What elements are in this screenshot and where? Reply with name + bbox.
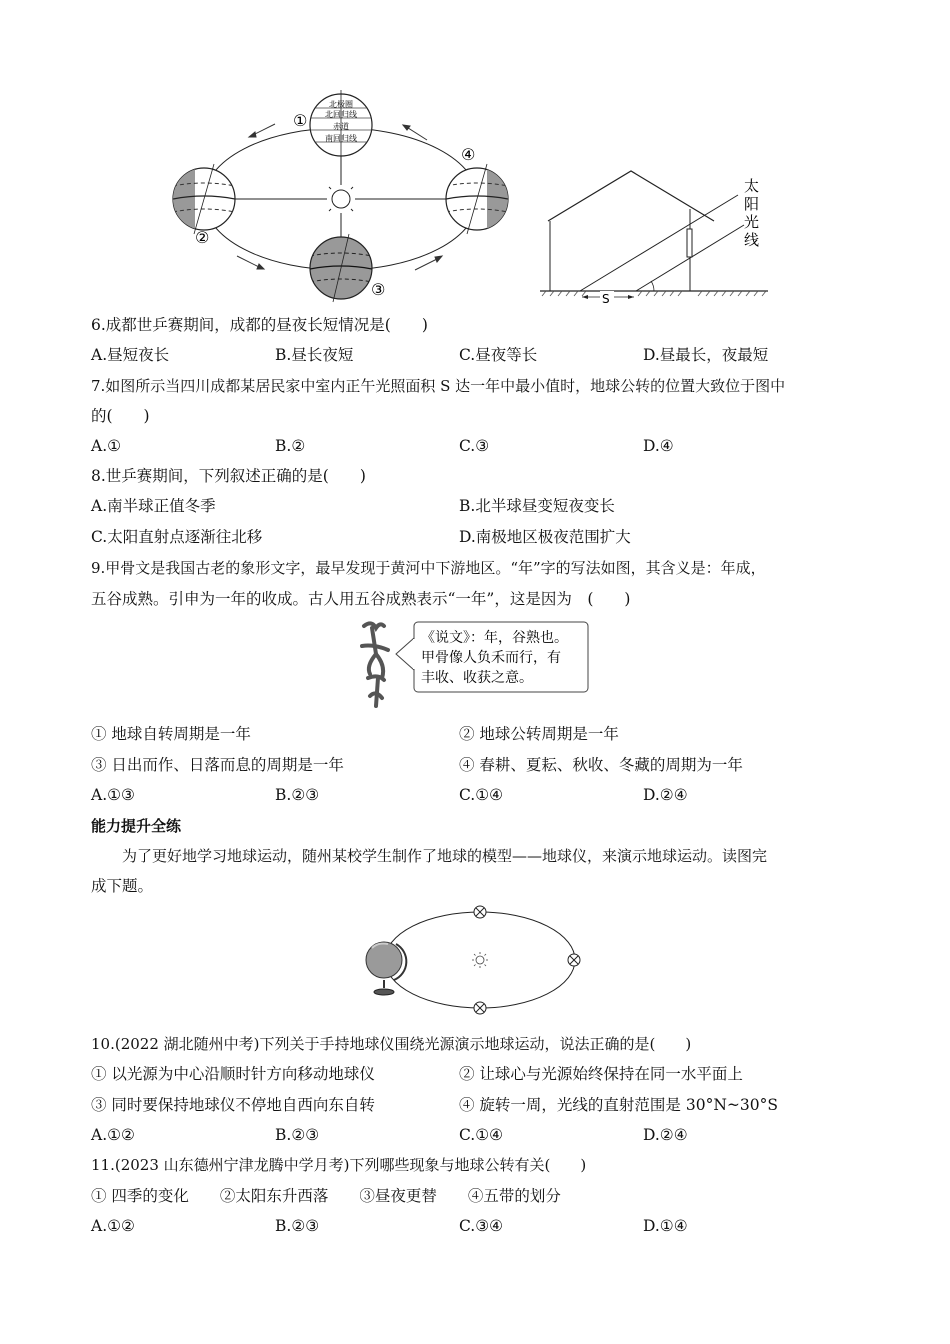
- sunlight-label-1: 太: [744, 177, 760, 195]
- q9-item-2: ② 地球公转周期是一年: [459, 725, 619, 743]
- q6-option-a: A.昼短夜长: [91, 346, 170, 364]
- q9-item-1: ① 地球自转周期是一年: [91, 725, 251, 743]
- q8-option-b: B.北半球昼变短夜变长: [459, 497, 615, 515]
- globe-position-3: [310, 234, 372, 302]
- q9-item-4: ④ 春耕、夏耘、秋收、冬藏的周期为一年: [459, 756, 743, 774]
- quote-line-1: 《说文》：年，谷熟也。: [421, 630, 568, 646]
- globe-label-tropic-capricorn: 南回归线: [325, 134, 357, 143]
- orbit-label-3: ③: [371, 280, 386, 299]
- q9-option-b: B.②③: [275, 786, 320, 804]
- q8-option-c: C.太阳直射点逐渐往北移: [91, 528, 263, 546]
- q9-stem-line2: 五谷成熟。引申为一年的收成。古人用五谷成熟表示“一年”，这是因为 ( ): [91, 590, 631, 608]
- globe-label-equator: 赤道: [333, 122, 349, 131]
- q9-item-3: ③ 日出而作、日落而息的周期是一年: [91, 756, 344, 774]
- q7-option-b: B.②: [275, 437, 306, 455]
- q8-stem: 8.世乒赛期间，下列叙述正确的是( ): [91, 467, 366, 485]
- q8-option-d: D.南极地区极夜范围扩大: [459, 528, 631, 546]
- globe-position-1: [310, 90, 372, 160]
- q6-option-b: B.昼长夜短: [275, 346, 354, 364]
- section-intro-line2: 成下题。: [91, 877, 154, 895]
- q10-option-d: D.②④: [643, 1126, 688, 1144]
- q10-stem: 10.(2022 湖北随州中考)下列关于手持地球仪围绕光源演示地球运动，说法正确的是( ): [91, 1035, 692, 1053]
- oracle-bone-nian-figure: [352, 618, 592, 714]
- globe-marker-bottom: [474, 1002, 486, 1014]
- orbit-label-2: ②: [195, 228, 210, 247]
- globe-label-arctic: 北极圈: [329, 100, 353, 109]
- sunlight-label-3: 光: [744, 213, 760, 231]
- q8-option-a: A.南半球正值冬季: [91, 497, 216, 515]
- q6-stem: 6.成都世乒赛期间，成都的昼夜长短情况是( ): [91, 316, 428, 334]
- q10-option-a: A.①②: [91, 1126, 135, 1144]
- q7-stem-line2: 的( ): [91, 407, 150, 425]
- q9-option-a: A.①③: [91, 786, 135, 804]
- q7-option-a: A.①: [91, 437, 122, 455]
- sunlight-label-4: 线: [744, 231, 760, 249]
- globe-marker-right: [568, 954, 580, 966]
- q7-stem-line1: 7.如图所示当四川成都某居民家中室内正午光照面积 S 达一年中最小值时，地球公转的位置大致位于图中: [91, 377, 786, 395]
- q10-option-c: C.①④: [459, 1126, 504, 1144]
- sunlight-label-2: 阳: [744, 195, 760, 213]
- orbit-diagram: [165, 88, 525, 310]
- oracle-nian-glyph: [362, 623, 388, 706]
- globe-position-4: [446, 164, 509, 234]
- q10-item-4: ④ 旋转一周，光线的直射范围是 30°N~30°S: [459, 1096, 778, 1114]
- q6-option-d: D.昼最长，夜最短: [643, 346, 769, 364]
- q10-item-3: ③ 同时要保持地球仪不停地自西向东自转: [91, 1096, 375, 1114]
- section-title: 能力提升全练: [91, 817, 182, 835]
- q10-item-1: ① 以光源为中心沿顺时针方向移动地球仪: [91, 1065, 375, 1083]
- q10-item-2: ② 让球心与光源始终保持在同一水平面上: [459, 1065, 743, 1083]
- q11-option-d: D.①④: [643, 1217, 688, 1235]
- q11-items: ① 四季的变化 ②太阳东升西落 ③昼夜更替 ④五带的划分: [91, 1187, 561, 1205]
- area-s-label: S: [602, 292, 610, 306]
- quote-line-3: 丰收、收获之意。: [421, 670, 533, 686]
- q9-option-c: C.①④: [459, 786, 504, 804]
- globe-model-orbit-diagram: [360, 902, 590, 1026]
- q9-stem-line1: 9.甲骨文是我国古老的象形文字，最早发现于黄河中下游地区。“年”字的写法如图，其含义是：年成，: [91, 559, 766, 577]
- globe-label-tropic-cancer: 北回归线: [325, 110, 357, 119]
- hand-held-globe-icon: [366, 942, 406, 995]
- light-source-icon: [472, 952, 488, 968]
- orbit-label-1: ①: [293, 111, 308, 130]
- q7-option-d: D.④: [643, 437, 674, 455]
- orbit-label-4: ④: [461, 145, 476, 164]
- q9-option-d: D.②④: [643, 786, 688, 804]
- q11-option-b: B.②③: [275, 1217, 320, 1235]
- sun-icon: [324, 182, 358, 216]
- quote-line-2: 甲骨像人负禾而行，有: [421, 650, 561, 666]
- q10-option-b: B.②③: [275, 1126, 320, 1144]
- q7-option-c: C.③: [459, 437, 490, 455]
- q11-stem: 11.(2023 山东德州宁津龙腾中学月考)下列哪些现象与地球公转有关( ): [91, 1156, 587, 1174]
- section-intro-line1: 为了更好地学习地球运动，随州某校学生制作了地球的模型——地球仪，来演示地球运动。读图完: [122, 847, 768, 865]
- q11-option-a: A.①②: [91, 1217, 135, 1235]
- globe-marker-top: [474, 906, 486, 918]
- q6-option-c: C.昼夜等长: [459, 346, 538, 364]
- q11-option-c: C.③④: [459, 1217, 504, 1235]
- house-sunlight-diagram: [538, 165, 778, 310]
- globe-position-2: [173, 164, 235, 234]
